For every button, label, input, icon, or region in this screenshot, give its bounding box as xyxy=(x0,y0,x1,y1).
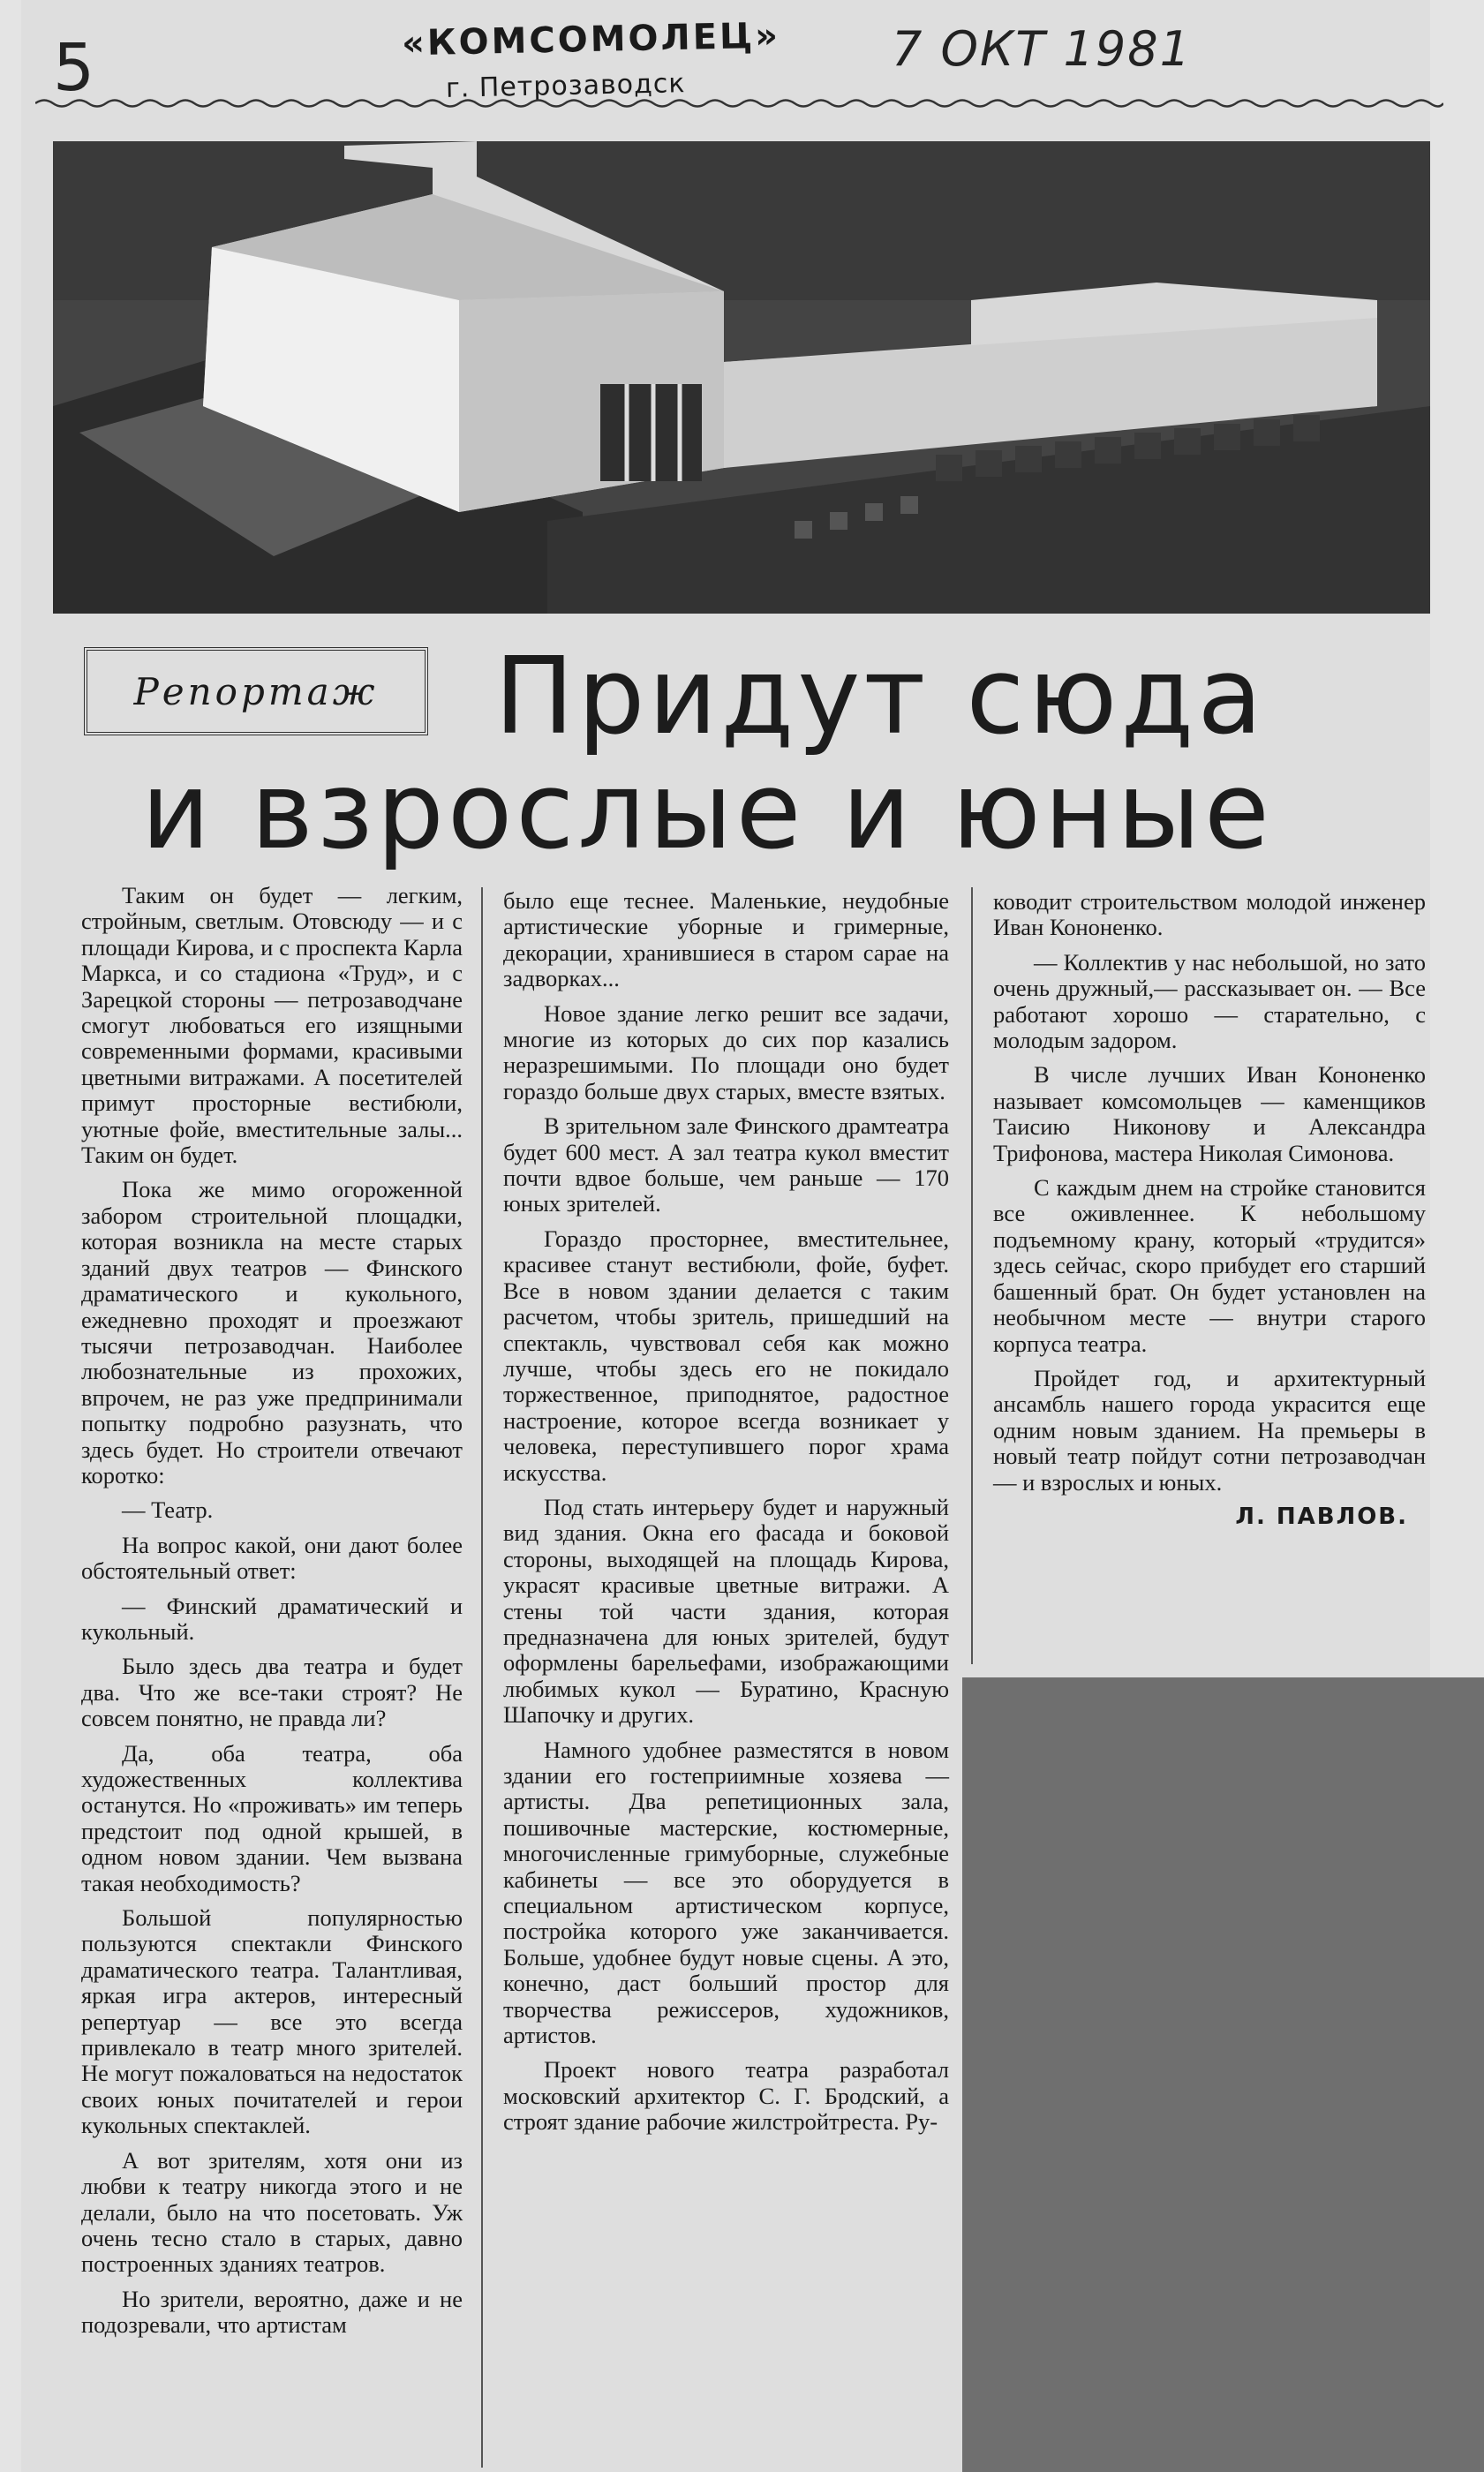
paragraph: А вот зрителям, хотя они из любви к театру никогда этого и не делали, было на что посетовать. Уж очень тесно стало в старых, давно построенных зданиях театров. xyxy=(81,2146,463,2278)
paragraph: Пройдет год, и архитектурный ансамбль нашего города украсится еще одним новым зданием. На премьеры в новый театр пойдут сотни петрозаводчан — и взрослых и юных. xyxy=(993,1364,1426,1496)
paragraph: Намного удобнее разместятся в новом здании его гостеприимные хозяева — артисты. Два репетиционных зала, пошивочные мастерские, костюмерные, многочисленные гримуборные, служебные кабинеты — все это оборудуется в специальном артистическом корпусе, постройка которого уже заканчивается. Больше, удобнее будут новые сцены. А это, конечно, даст больший простор для творчества режиссеров, художников, артистов. xyxy=(503,1736,949,2049)
paragraph: Проект нового театра разработал московский архитектор С. Г. Бродский, а строят здание рабочие жилстройтреста. Ру- xyxy=(503,2056,949,2136)
paragraph: Большой популярностью пользуются спектакли Финского драматического театра. Талантливая, яркая игра актеров, интересный репертуар — все это всегда привлекало в театр много зрителей. Не могут пожаловаться на недостаток своих юных почитателей и герои кукольных спектаклей. xyxy=(81,1904,463,2139)
paragraph: — Театр. xyxy=(122,1496,214,1524)
headline-line-2: и взрослые и юные xyxy=(141,750,1273,873)
article-column-3 xyxy=(993,889,1426,1530)
paragraph: Новое здание легко решит все задачи, многие из которых до сих пор казались неразрешимыми. По площади оно будет гораздо больше двух старых, вместе взятых. xyxy=(503,999,949,1104)
author-signature: Л. ПАВЛОВ. xyxy=(1235,1503,1408,1530)
paragraph: было еще теснее. Маленькие, неудобные артистические уборные и гримерные, декорации, хранившиеся в старом сарае на задворках... xyxy=(503,887,949,992)
wavy-rule xyxy=(35,97,1443,109)
city-stamp: г. Петрозаводск xyxy=(445,68,686,104)
rubric-label: Репортаж xyxy=(133,669,379,713)
article-column-1 xyxy=(81,883,463,2348)
paragraph: — Финский драматический и кукольный. xyxy=(81,1592,463,1645)
newspaper-stamp: «КОМСОМОЛЕЦ» xyxy=(401,15,781,64)
paragraph: — Коллектив у нас небольшой, но зато очень дружный,— рассказывает он. — Все работают хорошо — старательно, с молодым задором. xyxy=(993,948,1426,1054)
paragraph: В зрительном зале Финского драмтеатра будет 600 мест. А зал театра кукол вместит почти вдвое больше, чем раньше — 170 юных зрителей. xyxy=(503,1112,949,1217)
paragraph: На вопрос какой, они дают более обстоятельный ответ: xyxy=(81,1531,463,1585)
paragraph: Пока же мимо огороженной забором строительной площадки, которая возникла на месте старых зданий двух театров — Финского драматического и кукольного, ежедневно проходят и проезжают тысячи петрозаводчан. Наиболее любознательные из прохожих, впрочем, не раз уже предпринимали попытку подробно разузнать, что здесь будет. Но строители отвечают коротко: xyxy=(81,1176,463,1488)
column-divider xyxy=(971,887,973,1664)
backing-paper xyxy=(962,1677,1484,2472)
column-divider xyxy=(481,887,483,2468)
paragraph: Но зрители, вероятно, даже и не подозревали, что артистам xyxy=(81,2285,463,2339)
paragraph: Таким он будет — легким, стройным, светлым. Отовсюду — и с площади Кирова, и с проспекта Карла Маркса, и со стадиона «Труд», и с Зарецкой стороны — петрозаводчане смогут любоваться его изящными современными формами, красивыми цветными витражами. А посетителей примут просторные вестибюли, уютные фойе, вместительные залы... Таким он будет. xyxy=(81,882,463,1169)
paragraph: Гораздо просторнее, вместительнее, красивее станут вестибюли, фойе, буфет. Все в новом здании делается с таким расчетом, чтобы зритель, пришедший на спектакль, чувствовал себя как можно лучше, чтобы здесь его не покидало торжественное, приподнятое, радостное настроение, которое всегда возникает у человека, переступившего порог храма искусства. xyxy=(503,1225,949,1486)
theatre-model-photo xyxy=(53,141,1430,614)
paragraph: Под стать интерьеру будет и наружный вид здания. Окна его фасада и боковой стороны, выходящей на площадь Кирова, украсят красивые цветные витражи. А стены той части здания, которая предназначена для юных зрителей, будут оформлены барельефами, изображающими любимых кукол — Буратино, Красную Шапочку и других. xyxy=(503,1493,949,1729)
paragraph: В числе лучших Иван Кононенко называет комсомольцев — каменщиков Таисию Никонову и Александра Трифонова, мастера Николая Симонова. xyxy=(993,1061,1426,1166)
headline-line-1: Придут сюда xyxy=(494,636,1266,758)
rubric-box xyxy=(84,647,428,735)
paragraph: С каждым днем на стройке становится все оживленнее. К небольшому подъемному крану, который «трудится» здесь сейчас, скоро прибудет его старший башенный брат. Он будет установлен на необычном месте — внутри старого корпуса театра. xyxy=(993,1174,1426,1357)
paragraph: ководит строительством молодой инженер Иван Кононенко. xyxy=(993,888,1426,941)
handwritten-page-number: 5 xyxy=(53,30,95,106)
handwritten-date: 7 ОКТ 1981 xyxy=(892,21,1192,77)
article-column-2 xyxy=(503,888,949,2144)
paragraph: Было здесь два театра и будет два. Что же все-таки строят? Не совсем понятно, не правда ли? xyxy=(81,1653,463,1732)
paragraph: Да, оба театра, оба художественных коллектива останутся. Но «проживать» им теперь предстоит под одной крышей, в одном новом здании. Чем вызвана такая необходимость? xyxy=(81,1739,463,1896)
